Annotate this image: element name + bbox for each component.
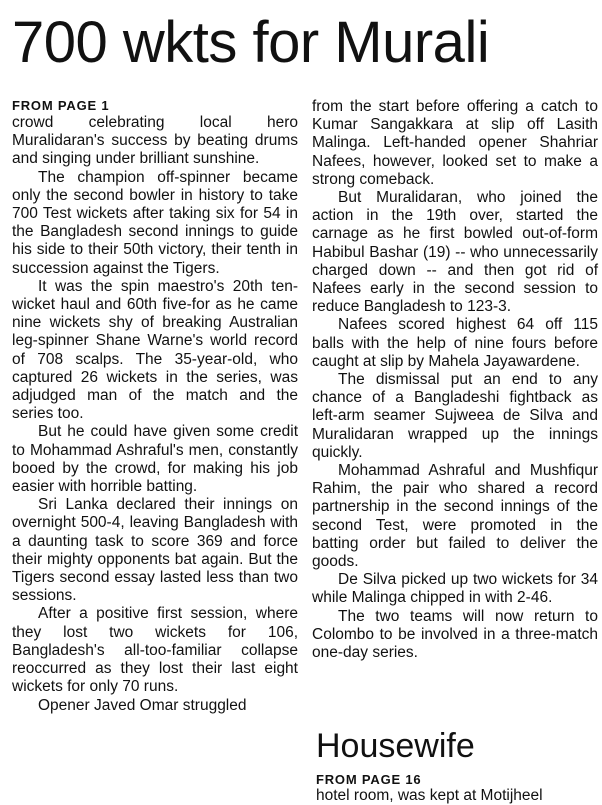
- paragraph: Sri Lanka declared their innings on overnight 500-4, leaving Bangladesh with a daunting task to score 369 and force their mighty opponents bat again. But the Tigers second essay lasted less than two sessions.: [12, 496, 298, 605]
- left-column: [12, 98, 298, 715]
- paragraph: Nafees scored highest 64 off 115 balls with the help of nine fours before caught at slip by Mahela Jayawardene.: [312, 316, 598, 370]
- next-article-from-label: FROM PAGE 16: [316, 772, 422, 787]
- headline: 700 wkts for Murali: [12, 10, 490, 75]
- next-article-headline: Housewife: [316, 727, 475, 765]
- paragraph: Opener Javed Omar struggled: [38, 696, 247, 714]
- paragraph: from the start before offering a catch to Kumar Sangakkara at slip off Lasith Malinga. Left-handed opener Shahriar Nafees, however, looked set to make a strong comeback.: [312, 98, 598, 188]
- paragraph: The two teams will now return to Colombo to be involved in a three-match one-day series.: [312, 607, 598, 662]
- paragraph: But Muralidaran, who joined the action in the 19th over, started the carnage as he first bowled out-of-form Habibul Bashar (19) -- who unnecessarily charged down -- and then got rid of Nafees early in the second session to reduce Bangladesh to 123-3.: [312, 189, 598, 316]
- right-column: [312, 98, 598, 662]
- from-page-label: FROM PAGE 1: [12, 98, 110, 113]
- paragraph: De Silva picked up two wickets for 34 while Malinga chipped in with 2-46.: [312, 571, 598, 607]
- paragraph: But he could have given some credit to Mohammad Ashraful's men, constantly booed by the crowd, for making his job easier with horrible batting.: [12, 423, 298, 496]
- next-article-first-line: hotel room, was kept at Motijheel: [316, 787, 543, 804]
- paragraph: Mohammad Ashraful and Mushfiqur Rahim, the pair who shared a record partnership in the second innings of the second Test, were promoted in the batting order but failed to deliver the goods.: [312, 462, 598, 571]
- paragraph: The champion off-spinner became only the second bowler in history to take 700 Test wickets after taking six for 54 in the Bangladesh second innings to guide his side to their 50th victory, their tenth in succession against the Tigers.: [12, 168, 298, 277]
- paragraph: It was the spin maestro's 20th ten-wicket haul and 60th five-for as he came nine wickets shy of breaking Australian leg-spinner Shane Warne's world record of 708 scalps. The 35-year-old, who captured 26 wickets in the series, was adjudged man of the match and the series too.: [12, 277, 298, 423]
- paragraph: crowd celebrating local hero Muralidaran's success by beating drums and singing under brilliant sunshine.: [12, 114, 298, 168]
- paragraph: The dismissal put an end to any chance of a Bangladeshi fightback as left-arm seamer Sujweea de Silva and Muralidaran wrapped up the innings quickly.: [312, 371, 598, 461]
- paragraph: After a positive first session, where they lost two wickets for 106, Bangladesh's all-too-familiar collapse reoccurred as they lost their last eight wickets for only 70 runs.: [12, 605, 298, 696]
